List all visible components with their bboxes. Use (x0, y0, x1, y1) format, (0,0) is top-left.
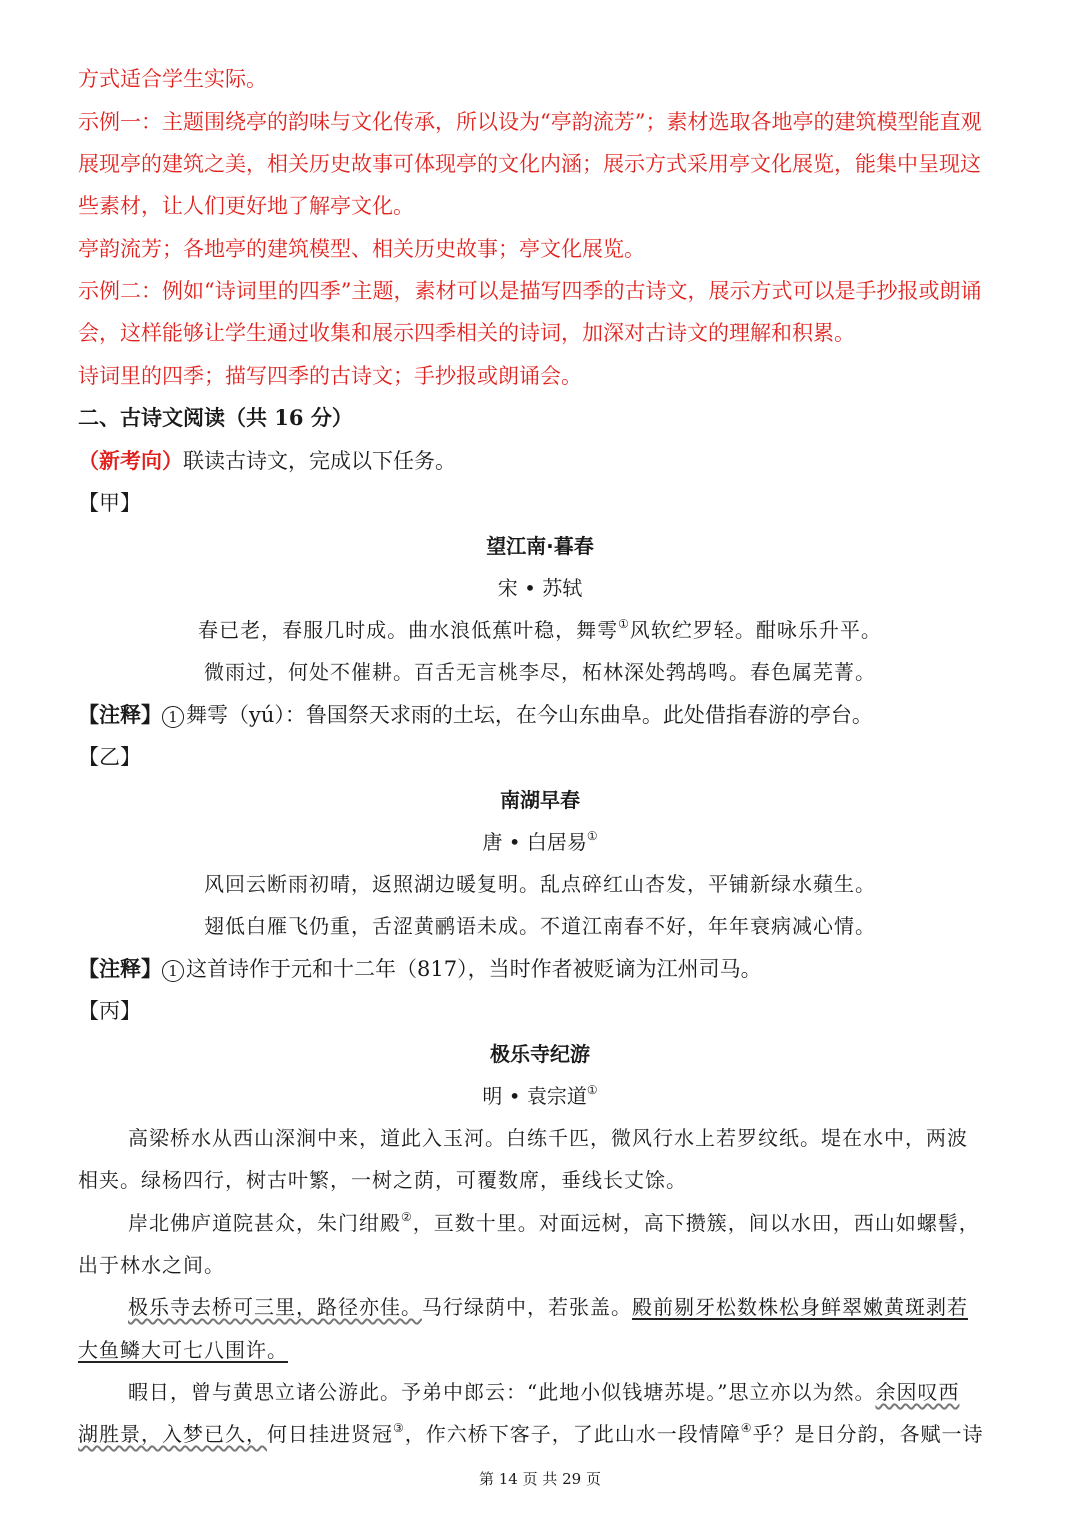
prose-line (78, 1335, 1008, 1365)
prose-line (78, 1419, 1008, 1449)
author-name: 唐 • 白居易 (482, 830, 587, 854)
example1-summary: 亭韵流芳；各地亭的建筑模型、相关历史故事；亭文化展览。 (78, 237, 645, 261)
example2-line: 示例二：例如“诗词里的四季”主题，素材可以是描写四季的古诗文，展示方式可以是手抄报或朗诵 (78, 279, 982, 303)
example1-line: 示例一：主题围绕亭的韵味与文化传承，所以设为“亭韵流芳”；素材选取各地亭的建筑模型能直观 (78, 110, 982, 134)
footnote-ref: ④ (740, 1421, 753, 1435)
wavy-underlined-text: 余因叹西 (875, 1380, 960, 1404)
poem-text: 风软纻罗轻。酣咏乐升平。 (629, 618, 882, 642)
prose-text: 乎？是日分韵，各赋一诗 (752, 1422, 984, 1446)
prose-text: ，作六桥下客子，了此山水一段情障 (404, 1422, 741, 1446)
footnote-ref: ② (401, 1210, 413, 1224)
note-number: 1 (162, 960, 184, 982)
section-heading: 二、古诗文阅读（共 16 分） (78, 405, 353, 430)
section-instruction (78, 446, 1008, 476)
prose-line: 出于林水之间。 (78, 1253, 225, 1277)
poem-a-line: 微雨过，何处不催耕。百舌无言桃李尽，柘林深处鹁鸪鸣。春色属芜菁。 (204, 660, 876, 684)
poem-b-marker: 【乙】 (78, 745, 141, 769)
example1-line: 些素材，让人们更好地了解亭文化。 (78, 194, 414, 218)
example1-line: 展现亭的建筑之美，相关历史故事可体现亭的文化内涵；展示方式采用亭文化展览，能集中呈现这 (78, 152, 981, 176)
note-text: 舞雩（yú）：鲁国祭天求雨的土坛，在今山东曲阜。此处借指春游的亭台。 (186, 703, 873, 727)
poem-b-line: 风回云断雨初晴，返照湖边暖复明。乱点碎红山杏发，平铺新绿水蘋生。 (204, 872, 876, 896)
prose-c-author (0, 1081, 1080, 1111)
prose-c-title: 极乐寺纪游 (490, 1042, 590, 1066)
note-number: 1 (162, 706, 184, 728)
wavy-underlined-text: 极乐寺去桥可三里，路径亦佳。 (128, 1295, 422, 1319)
note-label: 【注释】 (78, 956, 162, 981)
author-name: 明 • 袁宗道 (482, 1084, 587, 1108)
prose-line: 相夹。绿杨四行，树古叶繁，一树之荫，可覆数席，垂线长丈馀。 (78, 1168, 687, 1192)
prose-line (128, 1377, 1008, 1407)
footnote-ref: ① (586, 1083, 598, 1097)
poem-a-title: 望江南·暮春 (486, 534, 594, 558)
footnote-ref: ③ (393, 1421, 405, 1435)
page-footer: 第 14 页 共 29 页 (478, 1470, 601, 1488)
note-label: 【注释】 (78, 702, 162, 727)
prose-text: 暇日，曾与黄思立诸公游此。予弟中郎云：“此地小似钱塘苏堤。”思立亦以为然。 (128, 1380, 876, 1404)
underlined-text: 殿前剔牙松数株松身鲜翠嫩黄斑剥若 (632, 1295, 968, 1319)
poem-a-line (0, 615, 1080, 645)
poem-b-title: 南湖早春 (500, 788, 580, 812)
underlined-text: 大鱼鳞大可七八围许。 (78, 1338, 288, 1362)
poem-a-author: 宋 • 苏轼 (497, 576, 583, 600)
prose-line (128, 1292, 1008, 1322)
prose-text: 岸北佛庐道院甚众，朱门绀殿 (128, 1211, 401, 1235)
prose-c-marker: 【丙】 (78, 999, 141, 1023)
poem-b-line: 翅低白雁飞仍重，舌涩黄鹂语未成。不道江南春不好，年年衰病减心情。 (204, 914, 876, 938)
prose-text: 何日挂进贤冠 (267, 1422, 393, 1446)
poem-a-marker: 【甲】 (78, 491, 141, 515)
note-text: 这首诗作于元和十二年（817），当时作者被贬谪为江州司马。 (186, 957, 762, 981)
footnote-ref: ① (618, 617, 630, 631)
answer-line: 方式适合学生实际。 (78, 67, 267, 91)
new-direction-tag: （新考向） (78, 448, 183, 473)
poem-text: 春已老，春服几时成。曲水浪低蕉叶稳，舞雩 (198, 618, 619, 642)
prose-text: ，亘数十里。对面远树，高下攒簇，间以水田，西山如螺髻， (412, 1211, 980, 1235)
poem-b-author (0, 827, 1080, 857)
wavy-underlined-text: 湖胜景，入梦已久， (78, 1422, 267, 1446)
example2-summary: 诗词里的四季；描写四季的古诗文；手抄报或朗诵会。 (78, 364, 582, 388)
prose-line (128, 1208, 1008, 1238)
example2-line: 会，这样能够让学生通过收集和展示四季相关的诗词，加深对古诗文的理解和积累。 (78, 321, 855, 345)
instruction-text: 联读古诗文，完成以下任务。 (183, 449, 456, 473)
prose-line: 高梁桥水从西山深涧中来，道此入玉河。白练千匹，微风行水上若罗纹纸。堤在水中，两波 (128, 1126, 968, 1150)
poem-a-note (78, 700, 1008, 730)
footnote-ref: ① (586, 829, 598, 843)
poem-b-note (78, 954, 1008, 984)
prose-text: 马行绿荫中，若张盖。 (422, 1295, 632, 1319)
